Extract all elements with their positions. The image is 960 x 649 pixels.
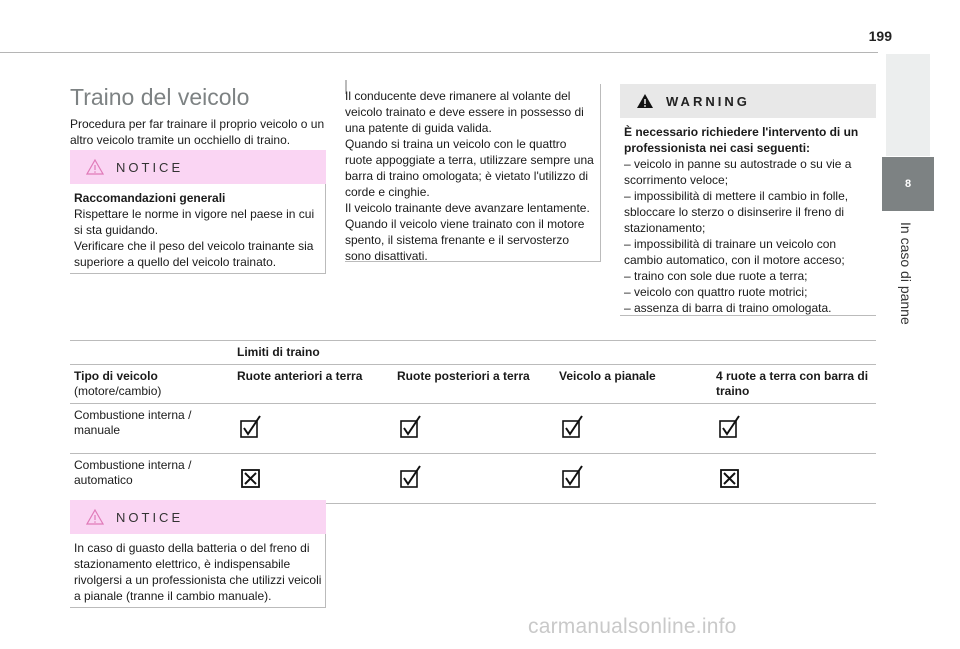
paragraph: Quando il veicolo viene trainato con il motore spento, il sistema frenante e il servosterzo sono disattivati. <box>345 217 585 263</box>
page-number: 199 <box>868 28 892 44</box>
warning-item: – assenza di barra di traino omologata. <box>624 301 832 315</box>
column-header: 4 ruote a terra con barra di traino <box>712 365 876 404</box>
notice-side-rule <box>325 534 326 607</box>
warning-triangle-icon <box>636 93 654 109</box>
row-header-sub: (motore/cambio) <box>74 384 162 398</box>
middle-column-text <box>345 84 601 262</box>
column-header: Veicolo a pianale <box>555 365 712 404</box>
caution-triangle-icon <box>86 509 104 525</box>
notice-heading: Raccomandazioni generali <box>74 191 226 205</box>
warning-item: – traino con sole due ruote a terra; <box>624 269 808 283</box>
chapter-title: In caso di panne <box>898 222 914 325</box>
checkmark-icon <box>561 478 585 492</box>
chapter-tab[interactable]: 8 <box>882 157 934 211</box>
warning-body <box>620 118 876 316</box>
notice-side-rule <box>325 184 326 273</box>
table-group-header: Limiti di traino <box>233 341 876 365</box>
notice-label: NOTICE <box>116 159 184 175</box>
cross-icon <box>239 478 263 492</box>
status-cell <box>393 404 555 454</box>
table-group-header-row <box>70 341 876 365</box>
status-cell <box>712 454 876 504</box>
table-row <box>70 454 876 504</box>
status-cell <box>712 404 876 454</box>
checkmark-icon <box>399 478 423 492</box>
top-divider <box>0 52 878 53</box>
notice-body: In caso di guasto della batteria o del freno di stazionamento elettrico, è indispensabile rivolgersi a un professionista che utilizzi veicoli a pianale (tranne il cambio manuale). <box>74 541 322 603</box>
column-header: Ruote anteriori a terra <box>233 365 393 404</box>
row-label: Combustione interna / manuale <box>70 404 233 454</box>
checkmark-icon <box>561 428 585 442</box>
checkmark-icon <box>239 428 263 442</box>
cross-icon <box>718 478 742 492</box>
warning-item: – veicolo in panne su autostrade o su vie a scorrimento veloce; <box>624 157 852 187</box>
warning-item: – veicolo con quattro ruote motrici; <box>624 285 808 299</box>
warning-box <box>620 84 876 316</box>
page-title: Traino del veicolo <box>70 84 250 110</box>
row-header-cell <box>70 365 233 404</box>
notice-header <box>70 500 326 534</box>
paragraph: Quando si traina un veicolo con le quattro ruote appoggiate a terra, utilizzare sempre una barra di traino omologata; è vietato l'utilizzo di corde e cinghie. <box>345 137 594 199</box>
paragraph: Il conducente deve rimanere al volante del veicolo trainato e deve essere in possesso di una patente di guida valida. <box>345 89 584 135</box>
table-row <box>70 404 876 454</box>
notice-line: Verificare che il peso del veicolo trainante sia superiore a quello del veicolo trainato. <box>74 239 314 269</box>
notice-body <box>70 184 326 270</box>
status-cell <box>555 454 712 504</box>
table-header-row <box>70 365 876 404</box>
empty-corner <box>70 341 233 365</box>
notice-box-general <box>70 150 326 274</box>
warning-label: WARNING <box>666 93 750 109</box>
paragraph: Il veicolo trainante deve avanzare lentamente. <box>345 201 590 215</box>
checkmark-icon <box>718 428 742 442</box>
watermark: carmanualsonline.info <box>528 615 737 638</box>
status-cell <box>233 404 393 454</box>
status-cell <box>555 404 712 454</box>
warning-item: – impossibilità di mettere il cambio in folle, sbloccare lo sterzo o disinserire il freno di stazionamento; <box>624 189 849 235</box>
side-strip <box>886 54 930 156</box>
warning-item: – impossibilità di trainare un veicolo con cambio automatico, con il motore acceso; <box>624 237 845 267</box>
notice-header <box>70 150 326 184</box>
checkmark-icon <box>399 428 423 442</box>
intro-text: Procedura per far trainare il proprio veicolo o un altro veicolo tramite un occhiello di traino. <box>70 117 325 147</box>
towing-limits-table <box>70 340 876 504</box>
warning-header <box>620 84 876 118</box>
warning-heading: È necessario richiedere l'intervento di un professionista nei casi seguenti: <box>624 125 859 155</box>
status-cell <box>233 454 393 504</box>
row-label: Combustione interna / automatico <box>70 454 233 504</box>
notice-line: Rispettare le norme in vigore nel paese in cui si sta guidando. <box>74 207 315 237</box>
caution-triangle-icon <box>86 159 104 175</box>
notice-box-battery <box>70 500 326 608</box>
row-header-title: Tipo di veicolo <box>74 369 158 383</box>
status-cell <box>393 454 555 504</box>
column-header: Ruote posteriori a terra <box>393 365 555 404</box>
notice-label: NOTICE <box>116 509 184 525</box>
